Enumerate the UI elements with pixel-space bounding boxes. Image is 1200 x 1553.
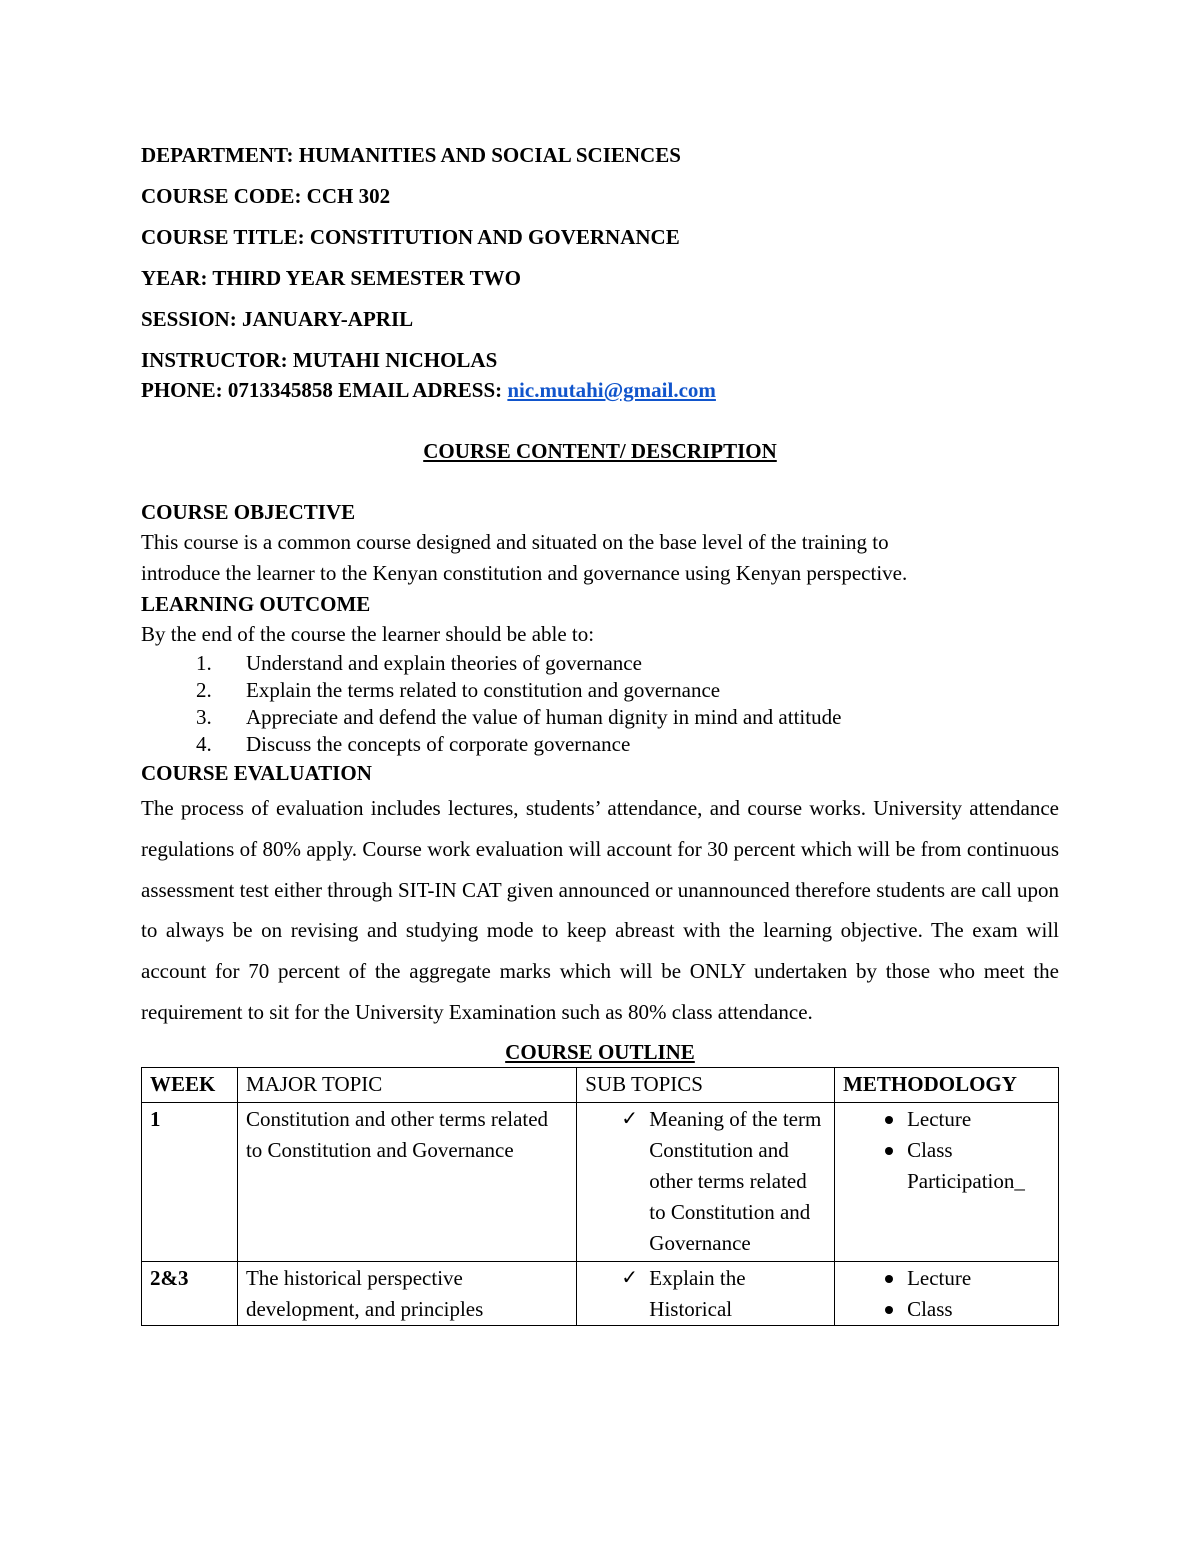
outcome-heading: LEARNING OUTCOME: [141, 592, 371, 616]
objective-heading: COURSE OBJECTIVE: [141, 500, 356, 524]
major-topic-text: The historical perspective development, and principles: [245, 1265, 484, 1321]
method-text: Class: [907, 1296, 953, 1321]
instructor-line: INSTRUCTOR: MUTAHI NICHOLAS: [141, 348, 498, 372]
week-cell: 1: [142, 1102, 238, 1261]
major-topic-cell: Constitution and other terms related to Constitution and Governance: [237, 1102, 576, 1261]
column-header-methodology: METHODOLOGY: [835, 1067, 1059, 1102]
course-outline-title: COURSE OUTLINE: [505, 1039, 695, 1064]
checkmark-icon: ✓: [621, 1266, 639, 1289]
bullet-icon: [885, 1275, 893, 1283]
week-text: 2&3: [150, 1265, 189, 1290]
course-content-title: COURSE CONTENT/ DESCRIPTION: [423, 439, 777, 463]
column-header-sub-topics: SUB TOPICS: [577, 1067, 835, 1102]
methodology-cell: [835, 1261, 1059, 1325]
phone-label: PHONE: 0713345858 EMAIL ADRESS:: [141, 378, 508, 402]
method-item: [835, 1104, 1050, 1135]
outcome-text: Discuss the concepts of corporate governance: [246, 732, 631, 756]
email-link[interactable]: nic.mutahi@gmail.com: [507, 378, 716, 402]
session-line: SESSION: JANUARY-APRIL: [141, 307, 414, 331]
method-text: Class Participation_: [907, 1137, 1025, 1193]
outcome-item: [141, 704, 1059, 731]
evaluation-heading: COURSE EVALUATION: [141, 761, 372, 785]
outcome-item: [141, 677, 1059, 704]
sub-topic-text: Meaning of the term Constitution and other terms related to Constitution and Governance: [649, 1106, 822, 1255]
outcome-list: [141, 650, 1059, 758]
course-title-line: COURSE TITLE: CONSTITUTION AND GOVERNANCE: [141, 225, 680, 249]
table-row: [142, 1102, 1059, 1261]
bullet-icon: [885, 1147, 893, 1155]
method-text: Lecture: [907, 1265, 972, 1290]
course-outline-table: [141, 1067, 1059, 1326]
table-header-row: [142, 1067, 1059, 1102]
outcome-intro: By the end of the course the learner should be able to:: [141, 622, 595, 646]
column-header-major-topic: MAJOR TOPIC: [237, 1067, 576, 1102]
method-item: [843, 1294, 1050, 1323]
outcome-number: 2.: [196, 678, 212, 702]
sub-topic-cell: [577, 1102, 835, 1261]
evaluation-text: The process of evaluation includes lectures, students’ attendance, and course works. University attendance regulations of 80% apply. Course work evaluation will account for 30 percent which will be from continuous assessment test either through SIT-IN CAT given announced or unannounced therefore students are call upon to always be on revising and studying mode to keep abreast with the learning objective. The exam will account for 70 percent of the aggregate marks which will be ONLY undertaken by those who meet the requirement to sit for the University Examination such as 80% class attendance.: [141, 796, 1059, 1024]
objective-text-line-2: introduce the learner to the Kenyan constitution and governance using Kenyan perspective.: [141, 561, 908, 585]
outcome-text: Appreciate and defend the value of human dignity in mind and attitude: [246, 705, 842, 729]
outcome-text: Understand and explain theories of governance: [246, 651, 642, 675]
course-code-line: COURSE CODE: CCH 302: [141, 184, 391, 208]
checkmark-icon: ✓: [621, 1107, 639, 1130]
outcome-item: [141, 731, 1059, 758]
bullet-icon: [885, 1116, 893, 1124]
major-topic-cell: [237, 1261, 576, 1325]
outcome-item: [141, 650, 1059, 677]
method-item: [843, 1263, 1050, 1294]
column-header-week: WEEK: [142, 1067, 238, 1102]
week-cell: [142, 1261, 238, 1325]
outcome-number: 4.: [196, 732, 212, 756]
phone-email-line: [141, 375, 1059, 405]
outcome-number: 1.: [196, 651, 212, 675]
document-page: [141, 140, 1059, 1326]
outcome-number: 3.: [196, 705, 212, 729]
sub-topic-cell: [577, 1261, 835, 1325]
objective-text-line-1: This course is a common course designed and situated on the base level of the training to: [141, 530, 889, 554]
method-item: [835, 1135, 1050, 1197]
bullet-icon: [885, 1306, 893, 1314]
table-row: [142, 1261, 1059, 1325]
methodology-cell: [835, 1102, 1059, 1261]
outcome-text: Explain the terms related to constitution and governance: [246, 678, 721, 702]
year-line: YEAR: THIRD YEAR SEMESTER TWO: [141, 266, 522, 290]
department-line: DEPARTMENT: HUMANITIES AND SOCIAL SCIENCES: [141, 143, 681, 167]
method-text: Lecture: [907, 1106, 972, 1131]
sub-topic-text: Explain the Historical: [649, 1265, 746, 1321]
